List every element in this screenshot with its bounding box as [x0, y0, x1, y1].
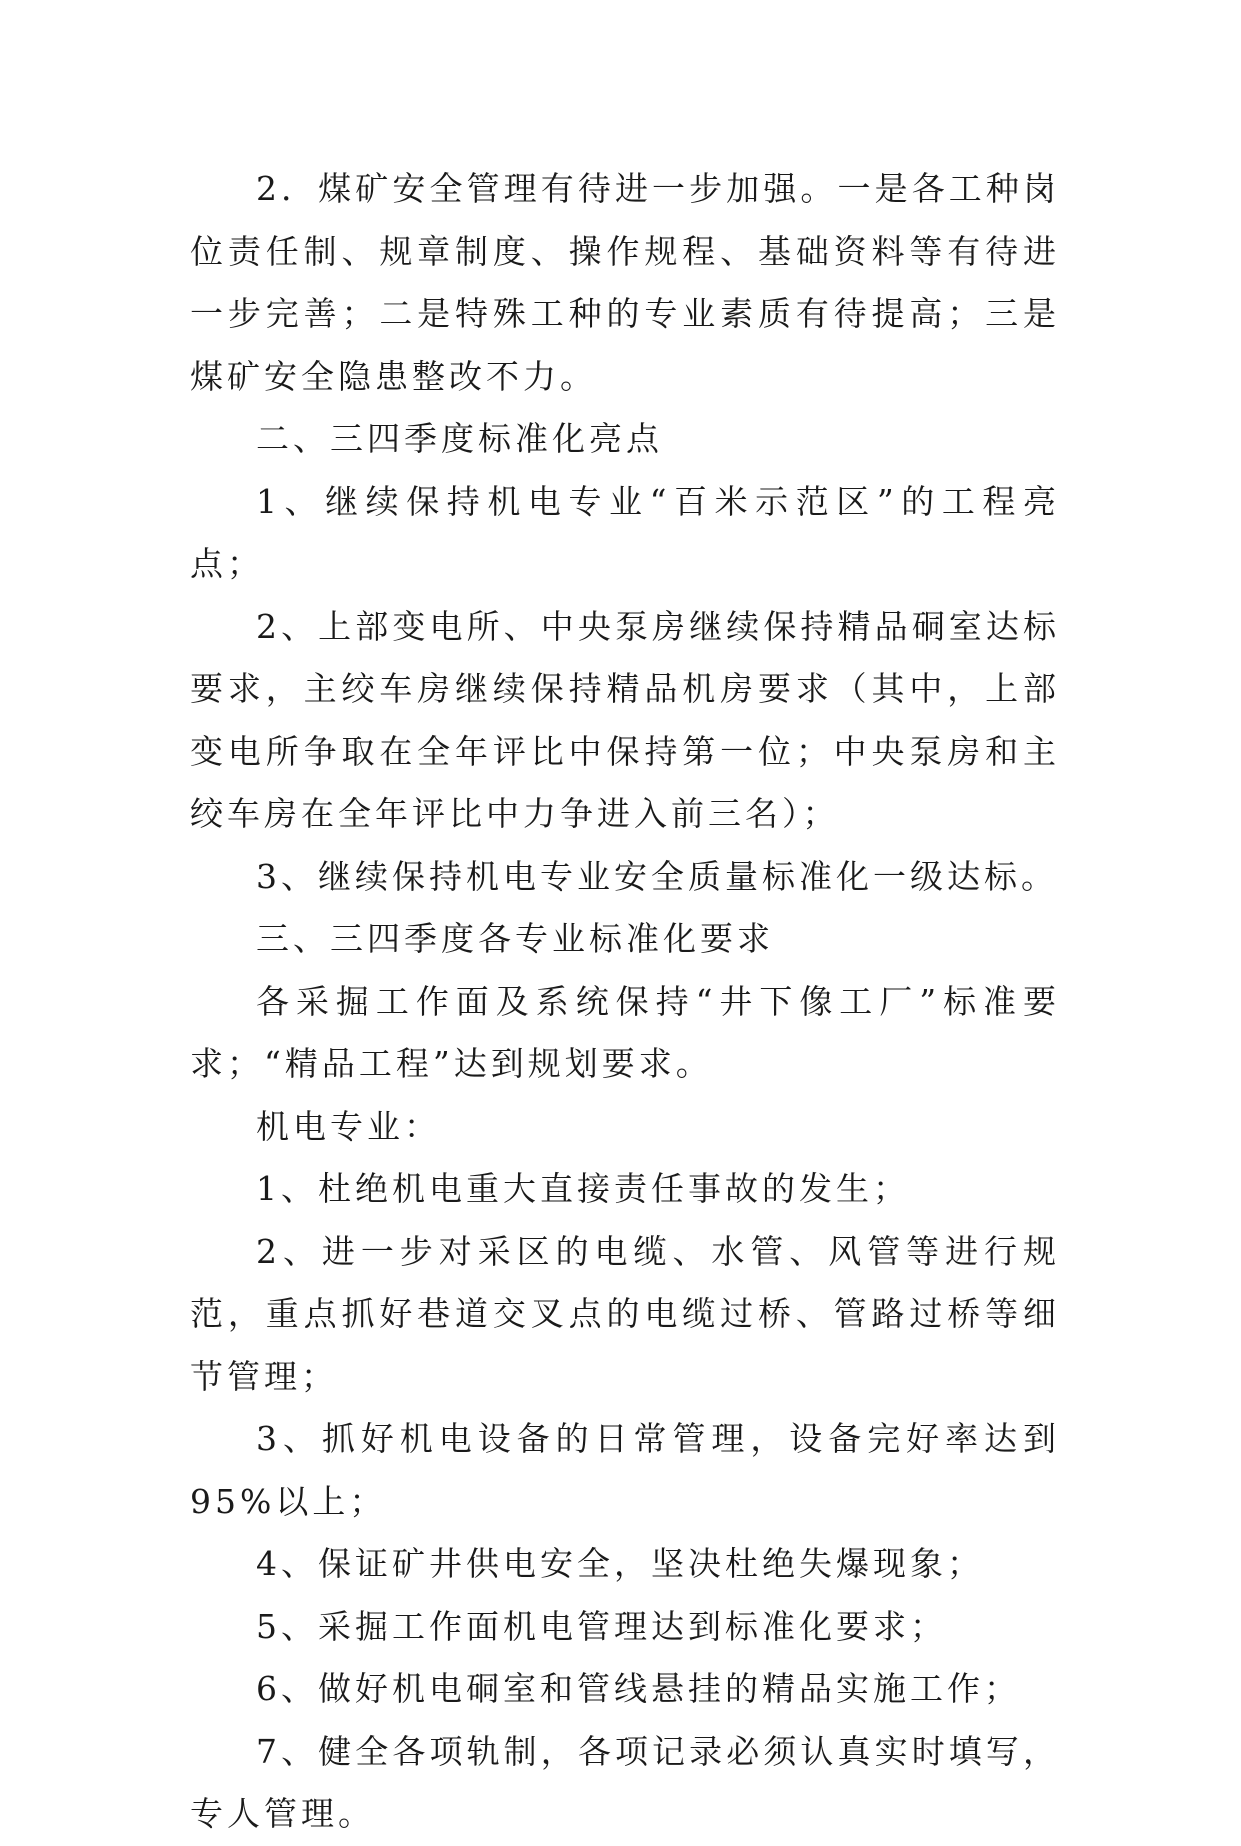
- requirement-item-7: 7、健全各项轨制，各项记录必须认真实时填写，专人管理。: [190, 1731, 1060, 1833]
- requirement-item-6: 6、做好机电硐室和管线悬挂的精品实施工作；: [256, 1669, 1021, 1708]
- heading-requirements: 三、三四季度各专业标准化要求: [256, 919, 774, 958]
- requirement-item-3: 3、抓好机电设备的日常管理，设备完好率达到95%以上；: [190, 1419, 1060, 1521]
- highlight-item-2: 2、上部变电所、中央泵房继续保持精品硐室达标要求，主绞车房继续保持精品机房要求（其中，上部变电所争取在全年评比中保持第一位；中央泵房和主绞车房在全年评比中力争进入前三名）；: [190, 606, 1060, 833]
- requirement-item-2: 2、进一步对采区的电缆、水管、风管等进行规范，重点抓好巷道交叉点的电缆过桥、管路过桥等细节管理；: [190, 1231, 1060, 1396]
- highlight-item-3: 3、继续保持机电专业安全质量标准化一级达标。: [256, 856, 1058, 896]
- heading-highlights: 二、三四季度标准化亮点: [256, 419, 663, 458]
- requirement-item-1: 1、杜绝机电重大直接责任事故的发生；: [256, 1169, 910, 1208]
- document-body: [190, 158, 1060, 1846]
- highlight-item-1: 1、继续保持机电专业“百米示范区”的工程亮点；: [190, 481, 1060, 583]
- requirement-item-5: 5、采掘工作面机电管理达到标准化要求；: [256, 1606, 947, 1646]
- subheading-electromechanical: 机电专业：: [256, 1106, 441, 1146]
- paragraph-safety-management: 2．煤矿安全管理有待进一步加强。一是各工种岗位责任制、规章制度、操作规程、基础资料等有待进一步完善；二是特殊工种的专业素质有待提高；三是煤矿安全隐患整改不力。: [190, 169, 1060, 396]
- paragraph-workface-requirements: 各采掘工作面及系统保持“井下像工厂”标准要求；“精品工程”达到规划要求。: [190, 981, 1060, 1083]
- requirement-item-4: 4、保证矿井供电安全，坚决杜绝失爆现象；: [256, 1544, 984, 1583]
